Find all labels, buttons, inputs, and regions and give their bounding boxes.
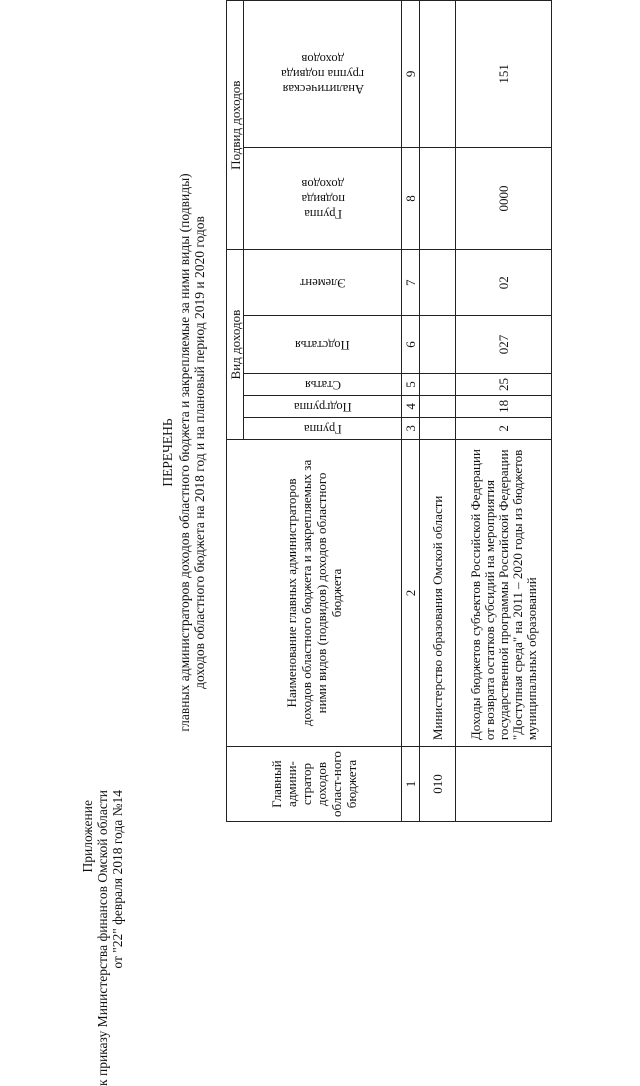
- empty-cell: [420, 395, 456, 417]
- subheader-cell: [244, 250, 402, 316]
- col-number: 8: [402, 147, 420, 250]
- col-number: 4: [402, 395, 420, 417]
- ministry-name: Министерство образования Омской области: [420, 439, 456, 746]
- revenue-table: [226, 0, 552, 822]
- order-reference: к приказу Министерства финансов Омской области: [95, 790, 110, 1086]
- subheader-subarticle: Подстатья: [295, 338, 350, 353]
- code-subarticle: 027: [456, 316, 552, 374]
- subheader-analytic-group: Аналитическая группа подвида доходов: [281, 52, 364, 97]
- empty-cell: [420, 373, 456, 395]
- col-number: 7: [402, 250, 420, 316]
- code-subgroup: 18: [456, 395, 552, 417]
- ministry-row: [420, 1, 456, 822]
- subheader-cell: [244, 395, 402, 417]
- subheader-article: Статья: [304, 377, 341, 392]
- subheader-group: Группа: [303, 421, 342, 436]
- empty-cell: [420, 417, 456, 439]
- subheader-element: Элемент: [299, 276, 346, 291]
- table-row: [456, 1, 552, 822]
- col-name-header: Наименование главных администраторов доходов областного бюджета и закрепляемых за ними видов (подвидов) доходов областного бюджета: [284, 459, 344, 727]
- empty-cell: [420, 316, 456, 374]
- order-date: от "22" февраля 2018 года №14: [110, 790, 125, 969]
- podvid-group-header: Подвид доходов: [227, 1, 244, 250]
- revenue-name: Доходы бюджетов субъектов Российской Федерации от возврата остатков субсидий на мероприятия государственной программы Российской Федерации "Доступная среда" на 2011 – 2020 годы из бюджетов муниципальных образований: [456, 439, 552, 746]
- col-admin-header: Главный админи-стратор доходов област-ного бюджета: [269, 751, 359, 817]
- empty-cell: [420, 250, 456, 316]
- name-header-cell: [227, 439, 402, 746]
- col-number: 2: [402, 439, 420, 746]
- col-number: 6: [402, 316, 420, 374]
- code-article: 25: [456, 373, 552, 395]
- empty-cell: [420, 1, 456, 148]
- vid-group-header: Вид доходов: [227, 250, 244, 440]
- appendix-label: Приложение: [80, 800, 95, 873]
- subtitle-line-1: главных администраторов доходов областного бюджета и закрепляемые за ними виды (подвиды): [177, 173, 192, 732]
- admin-header-cell: [227, 747, 402, 822]
- subheader-cell: [244, 147, 402, 250]
- code-group: 2: [456, 417, 552, 439]
- empty-cell: [420, 147, 456, 250]
- col-number: 9: [402, 1, 420, 148]
- col-number: 3: [402, 417, 420, 439]
- subheader-cell: [244, 373, 402, 395]
- subheader-cell: [244, 417, 402, 439]
- page-title: ПЕРЕЧЕНЬ: [160, 418, 175, 487]
- column-number-row: [402, 1, 420, 822]
- subheader-cell: [244, 1, 402, 148]
- ministry-code: 010: [420, 747, 456, 822]
- subtitle-line-2: доходов областного бюджета на 2018 год и на плановый период 2019 и 2020 годов: [192, 216, 207, 689]
- subheader-podvid-group: Группа подвида доходов: [300, 177, 345, 221]
- code-podvid-group: 0000: [456, 147, 552, 250]
- subheader-subgroup: Подгруппа: [293, 399, 352, 414]
- subheader-cell: [244, 316, 402, 374]
- code-analytic-group: 151: [456, 1, 552, 148]
- col-number: 1: [402, 747, 420, 822]
- col-number: 5: [402, 373, 420, 395]
- empty-cell: [456, 747, 552, 822]
- code-element: 02: [456, 250, 552, 316]
